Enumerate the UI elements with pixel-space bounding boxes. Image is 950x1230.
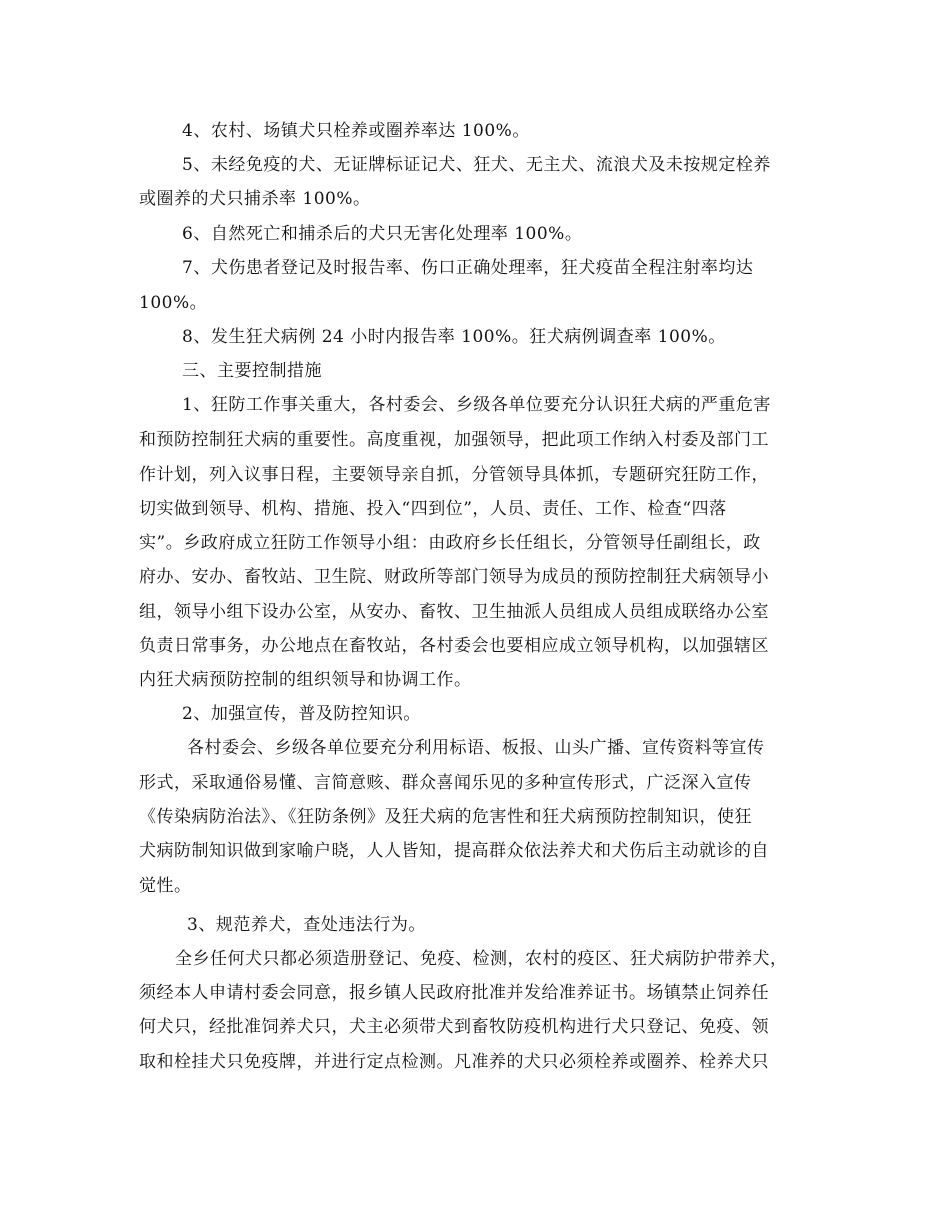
paragraph-line: 和预防控制狂犬病的重要性。高度重视，加强领导，把此项工作纳入村委及部门工 <box>139 430 769 450</box>
paragraph-line: 何犬只，经批准饲养犬只，犬主必须带犬到畜牧防疫机构进行犬只登记、免疫、领 <box>139 1017 769 1037</box>
paragraph-line: 7、犬伤患者登记及时报告率、伤口正确处理率，狂犬疫苗全程注射率均达 <box>182 258 754 278</box>
paragraph-line: 作计划，列入议事日程，主要领导亲自抓，分管领导具体抓，专题研究狂防工作， <box>139 465 769 485</box>
paragraph-line: 5、未经免疫的犬、无证牌标证记犬、狂犬、无主犬、流浪犬及未按规定栓养 <box>182 155 771 175</box>
paragraph-line: 内狂犬病预防控制的组织领导和协调工作。 <box>139 670 472 690</box>
paragraph-line: 2、加强宣传，普及防控知识。 <box>182 704 421 724</box>
paragraph-line: 形式，采取通俗易懂、言简意赅、群众喜闻乐见的多种宣传形式，广泛深入宣传 <box>139 773 752 793</box>
paragraph-line: 取和栓挂犬只免疫牌，并进行定点检测。凡准养的犬只必须栓养或圈养、栓养犬只 <box>139 1052 769 1072</box>
paragraph-line: 府办、安办、畜牧站、卫生院、财政所等部门领导为成员的预防控制狂犬病领导小 <box>139 567 769 587</box>
paragraph-line: 实”。乡政府成立狂防工作领导小组：由政府乡长任组长，分管领导任副组长，政 <box>139 533 761 553</box>
paragraph-line: 须经本人申请村委会同意，报乡镇人民政府批准并发给准养证书。场镇禁止饲养任 <box>139 983 769 1003</box>
paragraph-line: 3、规范养犬，查处违法行为。 <box>187 915 426 935</box>
paragraph-line: 组，领导小组下设办公室，从安办、畜牧、卫生抽派人员组成人员组成联络办公室 <box>139 602 769 622</box>
paragraph-line: 全乡任何犬只都必须造册登记、免疫、检测，农村的疫区、狂犬病防护带养犬， <box>175 949 788 969</box>
paragraph-line: 觉性。 <box>139 876 192 896</box>
paragraph-line: 4、农村、场镇犬只栓养或圈养率达 100%。 <box>182 121 530 141</box>
paragraph-line: 负责日常事务，办公地点在畜牧站，各村委会也要相应成立领导机构，以加强辖区 <box>139 636 769 656</box>
paragraph-line: 100%。 <box>139 293 208 313</box>
paragraph-line: 8、发生狂犬病例 24 小时内报告率 100%。狂犬病例调查率 100%。 <box>182 327 726 347</box>
paragraph-line: 1、狂防工作事关重大，各村委会、乡级各单位要充分认识狂犬病的严重危害 <box>182 395 771 415</box>
paragraph-line: 或圈养的犬只捕杀率 100%。 <box>139 189 371 209</box>
paragraph-line: 各村委会、乡级各单位要充分利用标语、板报、山头广播、宣传资料等宣传 <box>187 738 765 758</box>
paragraph-line: 《传染病防治法》、《狂防条例》及狂犬病的危害性和狂犬病预防控制知识，使狂 <box>139 807 752 827</box>
paragraph-line: 6、自然死亡和捕杀后的犬只无害化处理率 100%。 <box>182 224 583 244</box>
paragraph-line: 切实做到领导、机构、措施、投入“四到位”，人员、责任、工作、检查“四落 <box>139 499 727 519</box>
section-heading: 三、主要控制措施 <box>182 361 322 381</box>
paragraph-line: 犬病防制知识做到家喻户晓，人人皆知，提高群众依法养犬和犬伤后主动就诊的自 <box>139 841 769 861</box>
